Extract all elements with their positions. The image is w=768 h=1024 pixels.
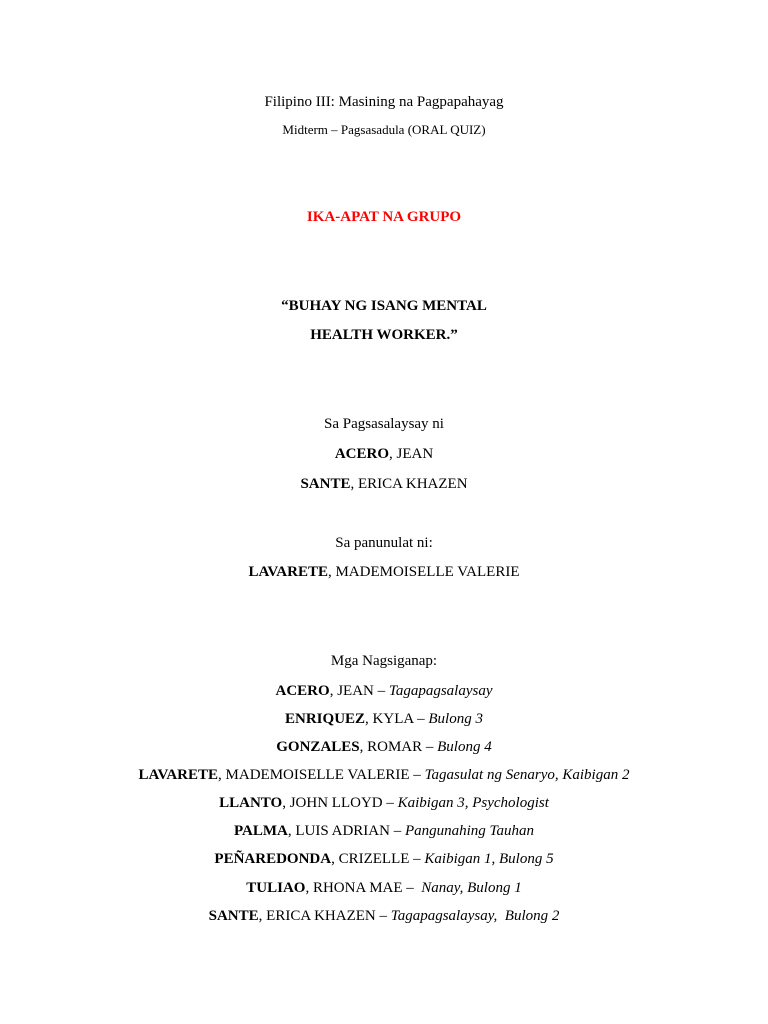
cast-surname: PEÑAREDONDA <box>214 851 332 867</box>
cast-member <box>0 821 768 841</box>
cast-role: Bulong 4 <box>437 739 492 755</box>
cast-surname: PALMA <box>233 823 288 839</box>
cast-given-name: , ERICA KHAZEN – <box>258 908 391 924</box>
cast-member <box>0 681 768 701</box>
cast-member <box>0 793 768 813</box>
cast-role: Kaibigan 3, Psychologist <box>397 795 549 811</box>
cast-given-name: , JEAN – <box>329 683 389 699</box>
cast-role: Kaibigan 1, Bulong 5 <box>424 851 554 867</box>
cast-given-name: , ROMAR – <box>359 739 438 755</box>
cast-member <box>0 765 768 785</box>
cast-role: Nanay, Bulong 1 <box>421 880 522 896</box>
cast-given-name: , LUIS ADRIAN – <box>287 823 405 839</box>
course-title: Filipino III: Masining na Pagpapahayag <box>264 94 504 110</box>
cast-surname: LAVARETE <box>138 767 219 783</box>
writer-heading: Sa panunulat ni: <box>335 535 433 551</box>
writer-entry <box>0 562 768 582</box>
group-label: IKA-APAT NA GRUPO <box>306 209 462 225</box>
exam-subtitle: Midterm – Pagsasadula (ORAL QUIZ) <box>282 122 486 137</box>
cast-given-name: , RHONA MAE – <box>305 880 422 896</box>
cast-member <box>0 737 768 757</box>
writer-surname: LAVARETE <box>248 564 328 580</box>
cast-surname: ACERO <box>275 683 330 699</box>
writer-given-name: , MADEMOISELLE VALERIE <box>327 564 520 580</box>
cast-role: Tagapagsalaysay, Bulong 2 <box>390 908 560 924</box>
narrator-surname: ACERO <box>334 446 389 462</box>
narrator-entry <box>0 474 768 494</box>
narrator-surname: SANTE <box>300 476 351 492</box>
narrators-heading: Sa Pagsasalaysay ni <box>324 416 444 432</box>
cast-role: Pangunahing Tauhan <box>404 823 535 839</box>
narrator-entry <box>0 444 768 464</box>
cast-member <box>0 849 768 869</box>
cast-surname: TULIAO <box>246 880 306 896</box>
cast-role: Bulong 3 <box>428 711 483 727</box>
cast-surname: GONZALES <box>276 739 360 755</box>
cast-role: Tagapagsalaysay <box>388 683 493 699</box>
cast-role: Tagasulat ng Senaryo, Kaibigan 2 <box>424 767 630 783</box>
cast-member <box>0 878 768 898</box>
cast-member <box>0 906 768 926</box>
cast-member <box>0 709 768 729</box>
cast-given-name: , MADEMOISELLE VALERIE – <box>218 767 425 783</box>
play-title-line-1: “BUHAY NG ISANG MENTAL <box>281 298 487 314</box>
cast-surname: LLANTO <box>219 795 283 811</box>
cast-heading: Mga Nagsiganap: <box>330 653 438 669</box>
cast-given-name: , KYLA – <box>365 711 429 727</box>
cast-given-name: , JOHN LLOYD – <box>282 795 398 811</box>
play-title-line-2: HEALTH WORKER.” <box>310 327 458 343</box>
cast-surname: SANTE <box>208 908 259 924</box>
cast-surname: ENRIQUEZ <box>285 711 366 727</box>
cast-given-name: , CRIZELLE – <box>331 851 425 867</box>
narrator-given-name: , ERICA KHAZEN <box>350 476 468 492</box>
narrator-given-name: , JEAN <box>389 446 434 462</box>
